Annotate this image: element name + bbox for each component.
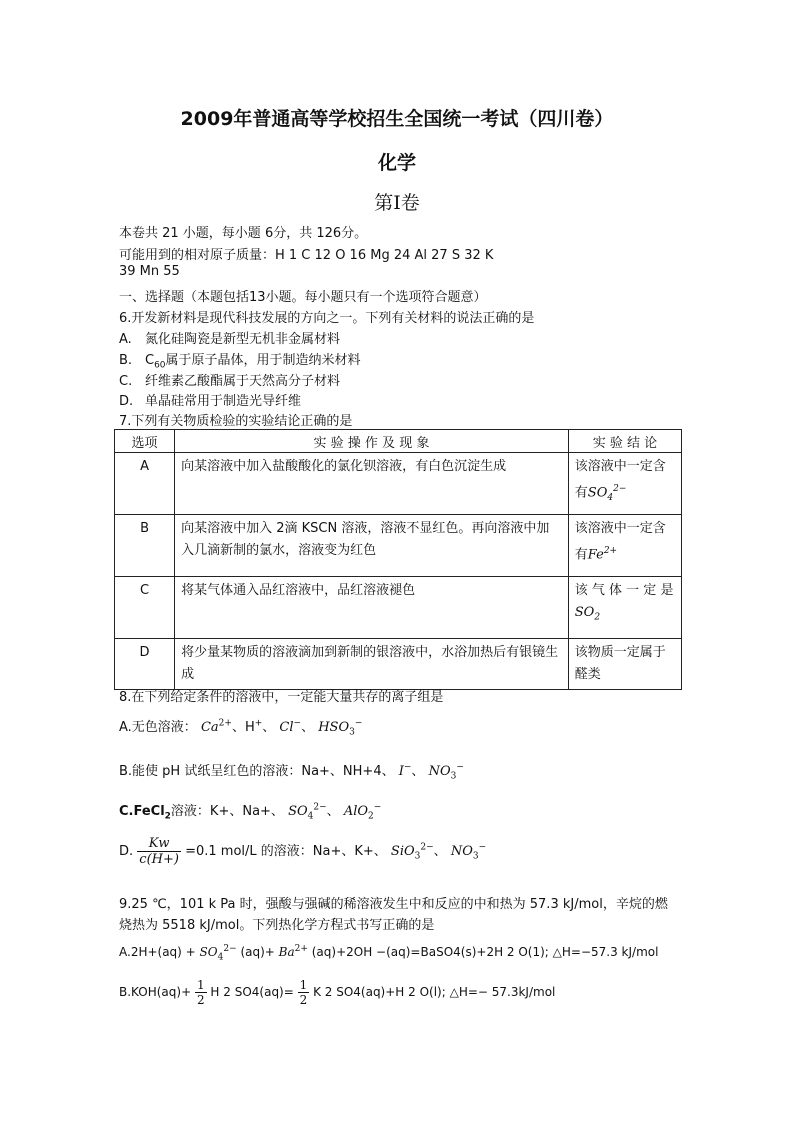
chloride-ion: Cl [279,720,294,735]
conclusion-line: 该溶液中一定含 [574,459,666,474]
q8-option-c: C.FeCl$_2$溶液：K+、Na+、 $SO_4^{2-}$、 AlO$_2$− [119,802,382,822]
half-fraction [195,978,207,1007]
ion-subscript: 4 [217,952,224,963]
header-option: 选项 [115,430,175,453]
q9-stem: 9.25 ℃，101 k Pa 时，强酸与强碱的稀溶液发生中和反应的中和热为 57.3 kJ/mol，辛烷的燃 [119,897,668,912]
q6-option-c [119,370,340,389]
row-conclusion [568,577,681,639]
fraction-numerator: 1 [299,978,308,992]
subject-title: 化学 [377,152,416,174]
table-row [115,515,682,577]
q7-table [114,429,682,690]
ion-charge: 2− [223,944,237,954]
atomic-masses-line-2: 39 Mn 55 [119,264,180,279]
bisulfite-ion: HSO [318,720,350,735]
conclusion-line: 该 气 体 一 定 是 [574,583,674,598]
option-label: B. [119,353,133,368]
c60-subscript: 60 [154,360,166,371]
q6-stem: 6.开发新材料是现代科技发展的方向之一。下列有关材料的说法正确的是 [119,311,535,326]
conclusion-text: 有 [574,485,588,501]
q6-option-a [119,328,340,347]
hydrogen-ion: H [244,720,255,735]
silicate-ion: SiO [390,844,415,859]
q9-option-a [119,944,658,962]
ion-charge: − [456,762,464,773]
conclusion-line: 该溶液中一定含 [574,521,666,536]
q8-stem: 8.在下列给定条件的溶液中，一定能大量共存的离子组是 [119,690,444,705]
fraction-denominator: c(H+) [139,852,179,867]
ion-charge: 2− [613,484,627,494]
section-heading: 一、选择题（本题包括13小题。每小题只有一个选项符合题意） [119,290,487,305]
option-prefix: D. [119,844,134,859]
barium-ion: Ba [278,945,295,959]
option-prefix: A.无色溶液： [119,720,197,735]
table-header-row [115,430,682,453]
equation-part: (aq)+ [236,945,279,959]
half-fraction [298,978,310,1007]
sulfate-ion: SO [199,945,218,959]
sulfate-ion: SO [587,485,608,501]
row-option: D [115,639,175,690]
row-operation: 将某气体通入品红溶液中，品红溶液褪色 [175,577,569,639]
q7-stem: 7.下列有关物质检验的实验结论正确的是 [119,414,353,429]
row-option: B [115,515,175,577]
option-text: 氮化硅陶瓷是新型无机非金属材料 [145,332,341,347]
table-row [115,453,682,515]
equation-part: (aq)+2OH −(aq)=BaSO4(s)+2H 2 O(1); △H=−57.3 kJ/mol [307,945,659,959]
ion-subscript: 3 [450,771,457,782]
ion-charge: 2− [313,802,327,813]
ion-subscript: 2 [368,811,374,822]
row-operation: 向某溶液中加入 2滴 KSCN 溶液，溶液不显红色。再向溶液中加入几滴新制的氯水，溶液变为红色 [175,515,569,577]
conclusion-line-2 [575,602,675,629]
c60-formula: C [145,353,155,368]
fraction-denominator: 2 [196,993,205,1007]
ion-charge: − [354,718,363,729]
conclusion-text: 有 [574,547,588,563]
conclusion-line-2 [575,540,675,566]
option-text: 溶液：K+、Na+、 [170,804,284,819]
ion-charge: − [373,802,382,813]
fraction-numerator: 1 [196,978,205,992]
q6-option-b [119,349,361,371]
header-conclusion: 实 验 结 论 [568,430,681,453]
ion-subscript: 3 [349,727,355,738]
ion-subscript: 4 [307,811,314,822]
ion-subscript: 3 [414,851,421,862]
conclusion-line: 该物质一定属于 [574,645,666,660]
option-label: C. [119,374,133,389]
row-option: C [115,577,175,639]
ion-subscript: 4 [607,492,614,503]
row-conclusion [568,453,681,515]
option-text: 单晶硅常用于制造光导纤维 [145,394,302,409]
fraction-numerator: Kw [137,836,181,852]
ion-charge: 2+ [218,718,232,729]
ion-charge: − [293,718,302,729]
q6-option-d [119,390,301,409]
option-text: 属于原子晶体，用于制造纳米材料 [165,353,361,368]
aluminate-ion: AlO [343,804,369,819]
conclusion-line-2: 醛类 [574,667,601,682]
ion-charge: − [403,762,412,773]
row-operation: 向某溶液中加入盐酸酸化的氯化钡溶液，有白色沉淀生成 [175,453,569,515]
row-conclusion [568,515,681,577]
row-operation: 将少量某物质的溶液滴加到新制的银溶液中，水浴加热后有银镜生成 [175,639,569,690]
iron-ion: Fe [587,547,604,563]
fraction-denominator: 2 [299,993,308,1007]
equation-part: H 2 SO4(aq)= [210,985,298,999]
row-option: A [115,453,175,515]
table-row [115,577,682,639]
header-operation: 实 验 操 作 及 现 象 [175,430,569,453]
kw-fraction [137,836,181,867]
option-label: A. [119,332,132,347]
so2-formula: SO [574,605,595,620]
q8-option-b: B.能使 pH 试纸呈红色的溶液：Na+、NH+4、 I−、 $NO_3^-$ [119,762,464,782]
option-prefix: C.FeCl [119,804,165,819]
formula-subscript: 2 [164,811,171,822]
q8-option-a: A.无色溶液： $Ca^{2+}$、H+、 Cl−、 $HSO_3^-$ [119,718,363,738]
option-text: =0.1 mol/L 的溶液：Na+、K+、 [185,844,387,859]
sulfate-ion: SO [288,804,308,819]
nitrate-ion: NO [428,764,451,779]
conclusion-line-2 [575,478,675,509]
ion-subscript: 3 [472,851,479,862]
exam-title: 2009年普通高等学校招生全国统一考试（四川卷） [180,108,614,130]
intro-line: 本卷共 21 小题，每小题 6分，共 126分。 [119,226,368,241]
nitrate-ion: NO [450,844,473,859]
ion-charge: − [478,842,487,853]
q9-stem-2: 烧热为 5518 kJ/mol。下列热化学方程式书写正确的是 [119,918,435,933]
table-row [115,639,682,690]
option-prefix: B.能使 pH 试纸呈红色的溶液：Na+、NH+4、 [119,764,395,779]
calcium-ion: Ca [200,720,219,735]
equation-part: B.KOH(aq)+ [119,985,192,999]
ion-charge: 2+ [294,944,308,954]
option-label: D. [119,394,134,409]
formula-subscript: 2 [594,612,601,623]
q9-option-b [119,978,555,1007]
iodide-ion: I [398,764,404,779]
ion-charge: 2− [420,842,434,853]
ion-charge: 2+ [603,546,618,556]
q8-option-d: D. $\frac{Kw}{c(H+)}$ =0.1 mol/L 的溶液：Na+、K+、 SiO$_3^{2-}$、 $NO_3^-$ [119,836,487,867]
part-title: 第Ⅰ卷 [374,192,420,214]
option-text: 纤维素乙酸酯属于天然高分子材料 [145,374,341,389]
row-conclusion [568,639,681,690]
equation-part: K 2 SO4(aq)+H 2 O(l); △H=− 57.3kJ/mol [313,985,556,999]
atomic-masses-line: 可能用到的相对原子质量：H 1 C 12 O 16 Mg 24 Al 27 S 32 K [119,248,494,263]
equation-part: A.2H+(aq) + [119,945,200,959]
ion-charge: + [254,718,263,729]
